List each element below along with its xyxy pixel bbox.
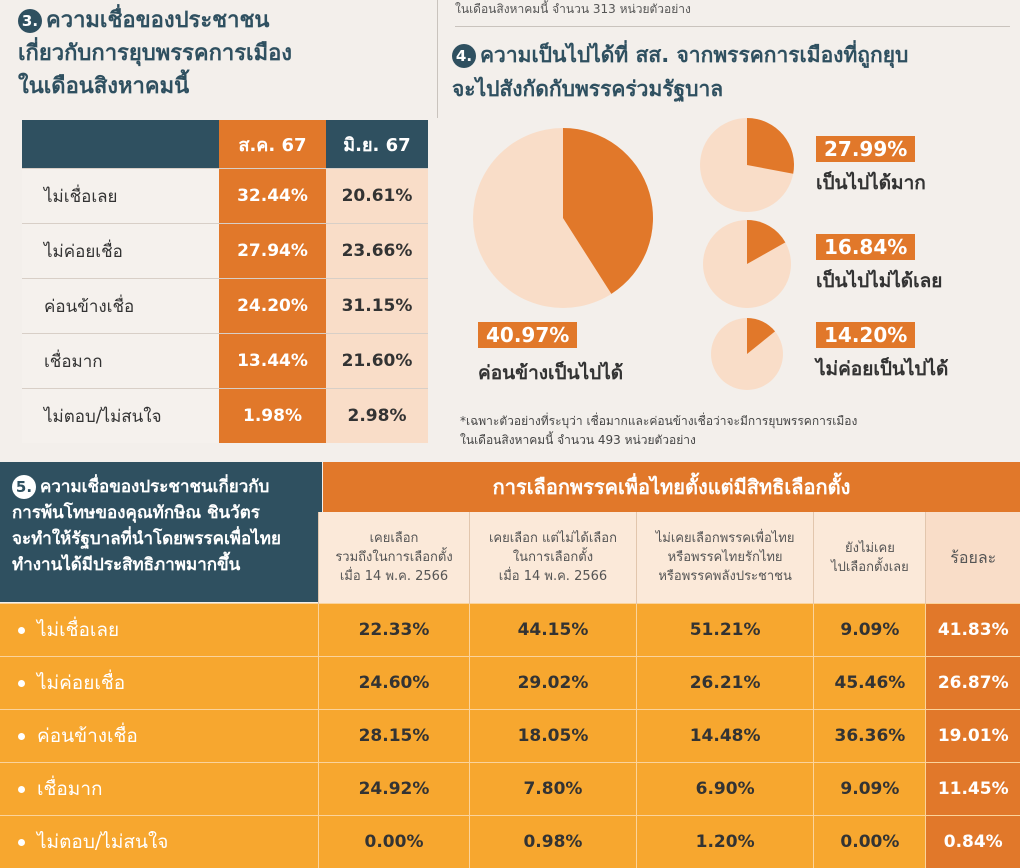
table-cell: 45.46% [814,657,926,710]
table-cell: 11.45% [926,763,1020,816]
column-header-line: ยังไม่เคย [815,539,924,558]
column-header-line: รวมถึงในการเลือกตั้ง [320,548,468,567]
table-cell: 32.44% [219,169,326,224]
table-cell: 0.98% [470,816,637,868]
row-label: ไม่ตอบ/ไม่สนใจ [22,389,219,444]
table-cell: 51.21% [636,604,814,657]
row-label-text: ไม่ตอบ/ไม่สนใจ [37,831,168,853]
section5-number: 5. [12,475,36,499]
table-cell: 24.60% [318,657,469,710]
bullet-icon [18,786,25,793]
column-header-line: เมื่อ 14 พ.ค. 2566 [471,567,635,586]
table-row [0,604,1020,657]
table-cell: 14.48% [636,710,814,763]
section3-title-line: ความเชื่อของประชาชน [46,8,269,33]
section5-title-line: ทำงานได้มีประสิทธิภาพมากขึ้น [12,552,314,578]
table-cell: 44.15% [470,604,637,657]
pie-label-group [816,234,915,260]
column-header-line: เมื่อ 14 พ.ค. 2566 [320,567,468,586]
table-cell: 28.15% [318,710,469,763]
column-header [814,512,926,604]
bullet-icon [18,733,25,740]
pie-percent: 14.20% [816,322,915,348]
section5-title-line: ความเชื่อของประชาชนเกี่ยวกับ [40,477,269,497]
column-header [926,512,1020,604]
table-row [0,763,1020,816]
row-label [0,816,318,868]
table-cell: 41.83% [926,604,1020,657]
row-label [0,657,318,710]
table-cell: 24.92% [318,763,469,816]
column-header-line: หรือพรรคไทยรักไทย [638,548,813,567]
table-cell: 0.84% [926,816,1020,868]
bullet-icon [18,680,25,687]
row-label: ค่อนข้างเชื่อ [22,279,219,334]
section3-number: 3. [18,9,42,33]
table-cell: 1.98% [219,389,326,444]
row-label [0,763,318,816]
bullet-icon [18,627,25,634]
section5-title-line: การพ้นโทษของคุณทักษิณ ชินวัตร [12,500,314,526]
section4-title-line: จะไปสังกัดกับพรรคร่วมรัฐบาล [452,72,908,106]
pie-label: เป็นไปได้มาก [816,168,926,198]
header-row [0,512,1020,604]
row-label: ไม่เชื่อเลย [22,169,219,224]
pie-label: ไม่ค่อยเป็นไปได้ [816,354,948,384]
table-cell: 0.00% [318,816,469,868]
table-cell: 13.44% [219,334,326,389]
table-cell: 18.05% [470,710,637,763]
footnote-line: ในเดือนสิงหาคมนี้ จำนวน 493 หน่วยตัวอย่าง [460,431,1010,450]
table-cell: 21.60% [326,334,428,389]
row-label [0,604,318,657]
table-row [0,657,1020,710]
column-header-line: ไปเลือกตั้งเลย [815,558,924,577]
column-header: มิ.ย. 67 [326,120,428,169]
bullet-icon [18,839,25,846]
table-cell: 24.20% [219,279,326,334]
column-header [318,512,469,604]
pie-percent: 16.84% [816,234,915,260]
table-cell: 1.20% [636,816,814,868]
row-label-text: ไม่ค่อยเชื่อ [37,672,125,694]
section4-number: 4. [452,44,476,68]
row-label-text: ค่อนข้างเชื่อ [37,725,138,747]
table-cell: 20.61% [326,169,428,224]
column-header: ส.ค. 67 [219,120,326,169]
table-cell: 31.15% [326,279,428,334]
table-cell: 7.80% [470,763,637,816]
column-header-line: เคยเลือก แต่ไม่ได้เลือก [471,529,635,548]
pie-label: ค่อนข้างเป็นไปได้ [478,358,623,388]
row-label: เชื่อมาก [22,334,219,389]
top-note: ในเดือนสิงหาคมนี้ จำนวน 313 หน่วยตัวอย่าง [455,0,691,19]
row-label [0,710,318,763]
header-spacer [0,512,318,604]
table-cell: 6.90% [636,763,814,816]
pie-label-group [478,322,577,348]
table-row [0,710,1020,763]
table-cell: 36.36% [814,710,926,763]
pie-label: เป็นไปไม่ได้เลย [816,266,942,296]
table-cell: 19.01% [926,710,1020,763]
table-cell: 27.94% [219,224,326,279]
section4-footnote [460,412,1010,450]
section4-title-line: ความเป็นไปได้ที่ สส. จากพรรคการเมืองที่ถูกยุบ [480,43,908,67]
row-label-text: ไม่เชื่อเลย [37,619,119,641]
section5-banner: การเลือกพรรคเพื่อไทยตั้งแต่มีสิทธิเลือกตั้ง [323,462,1020,512]
column-header-line: เคยเลือก [320,529,468,548]
column-header-line: ร้อยละ [927,548,1019,567]
pie-slice [747,118,794,174]
table-cell: 0.00% [814,816,926,868]
footnote-line: *เฉพาะตัวอย่างที่ระบุว่า เชื่อมากและค่อนข้างเชื่อว่าจะมีการยุบพรรคการเมือง [460,412,1010,431]
table-cell: 9.09% [814,763,926,816]
column-header [470,512,637,604]
row-label-text: เชื่อมาก [37,778,103,800]
pie-percent: 27.99% [816,136,915,162]
table-cell: 29.02% [470,657,637,710]
pie-label-group [816,322,915,348]
column-header-line: หรือพรรคพลังประชาชน [638,567,813,586]
table-cell: 22.33% [318,604,469,657]
pie-percent: 40.97% [478,322,577,348]
table-cell: 2.98% [326,389,428,444]
table-cell: 23.66% [326,224,428,279]
table-cell: 9.09% [814,604,926,657]
table-row [0,816,1020,868]
table-cell: 26.87% [926,657,1020,710]
section3-title-line: ในเดือนสิงหาคมนี้ [18,70,292,103]
section5-title-line: จะทำให้รัฐบาลที่นำโดยพรรคเพื่อไทย [12,526,314,552]
table-cell: 26.21% [636,657,814,710]
section5-table [0,512,1020,868]
column-header-line: ในการเลือกตั้ง [471,548,635,567]
column-header-line: ไม่เคยเลือกพรรคเพื่อไทย [638,529,813,548]
section3-title-line: เกี่ยวกับการยุบพรรคการเมือง [18,37,292,70]
row-label: ไม่ค่อยเชื่อ [22,224,219,279]
pie-label-group [816,136,915,162]
column-header [636,512,814,604]
